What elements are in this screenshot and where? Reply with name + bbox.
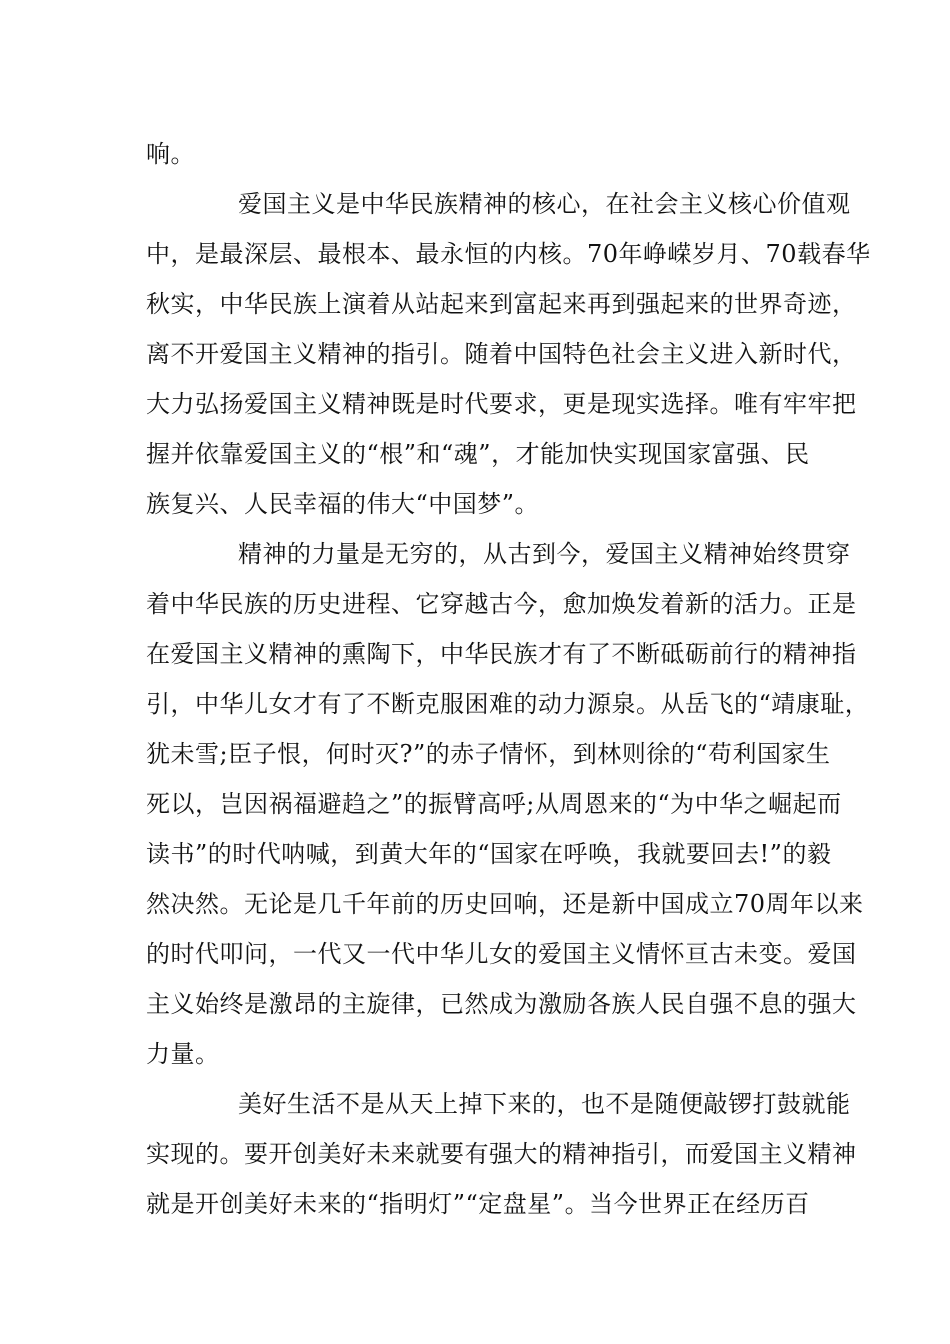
text-line: 读书”的时代呐喊，到黄大年的“国家在呼唤，我就要回去!”的毅 (146, 840, 832, 868)
text-line: 犹未雪;臣子恨，何时灭?”的赤子情怀，到林则徐的“苟利国家生 (146, 740, 831, 768)
text-line: 就是开创美好未来的“指明灯”“定盘星”。当今世界正在经历百 (146, 1190, 810, 1218)
text-line: 中，是最深层、最根本、最永恒的内核。70年峥嵘岁月、70载春华 (146, 240, 871, 268)
paragraph (146, 129, 826, 179)
text-line: 族复兴、人民幸福的伟大“中国梦”。 (146, 490, 540, 518)
text-line: 的时代叩问，一代又一代中华儿女的爱国主义情怀亘古未变。爱国 (146, 940, 857, 968)
text-line: 爱国主义是中华民族精神的核心，在社会主义核心价值观 (238, 190, 851, 218)
document-body (146, 129, 871, 1229)
text-line: 着中华民族的历史进程、它穿越古今，愈加焕发着新的活力。正是 (146, 590, 857, 618)
text-line: 美好生活不是从天上掉下来的，也不是随便敲锣打鼓就能 (238, 1090, 851, 1118)
text-line: 握并依靠爱国主义的“根”和“魂”，才能加快实现国家富强、民 (146, 440, 810, 468)
text-line: 在爱国主义精神的熏陶下，中华民族才有了不断砥砺前行的精神指 (146, 640, 857, 668)
text-line: 主义始终是激昂的主旋律，已然成为激励各族人民自强不息的强大 (146, 990, 857, 1018)
text-line: 响。 (146, 140, 195, 168)
paragraph (146, 179, 871, 529)
text-line: 大力弘扬爱国主义精神既是时代要求，更是现实选择。唯有牢牢把 (146, 390, 857, 418)
paragraph (146, 1079, 857, 1229)
text-line: 力量。 (146, 1040, 220, 1068)
text-line: 引，中华儿女才有了不断克服困难的动力源泉。从岳飞的“靖康耻， (146, 690, 870, 718)
text-line: 然决然。无论是几千年前的历史回响，还是新中国成立70周年以来 (146, 890, 864, 918)
text-line: 离不开爱国主义精神的指引。随着中国特色社会主义进入新时代， (146, 340, 857, 368)
text-line: 死以，岂因祸福避趋之”的振臂高呼;从周恩来的“为中华之崛起而 (146, 790, 842, 818)
paragraph (146, 529, 870, 1079)
text-line: 秋实，中华民族上演着从站起来到富起来再到强起来的世界奇迹， (146, 290, 857, 318)
text-line: 精神的力量是无穷的，从古到今，爱国主义精神始终贯穿 (238, 540, 851, 568)
text-line: 实现的。要开创美好未来就要有强大的精神指引，而爱国主义精神 (146, 1140, 857, 1168)
